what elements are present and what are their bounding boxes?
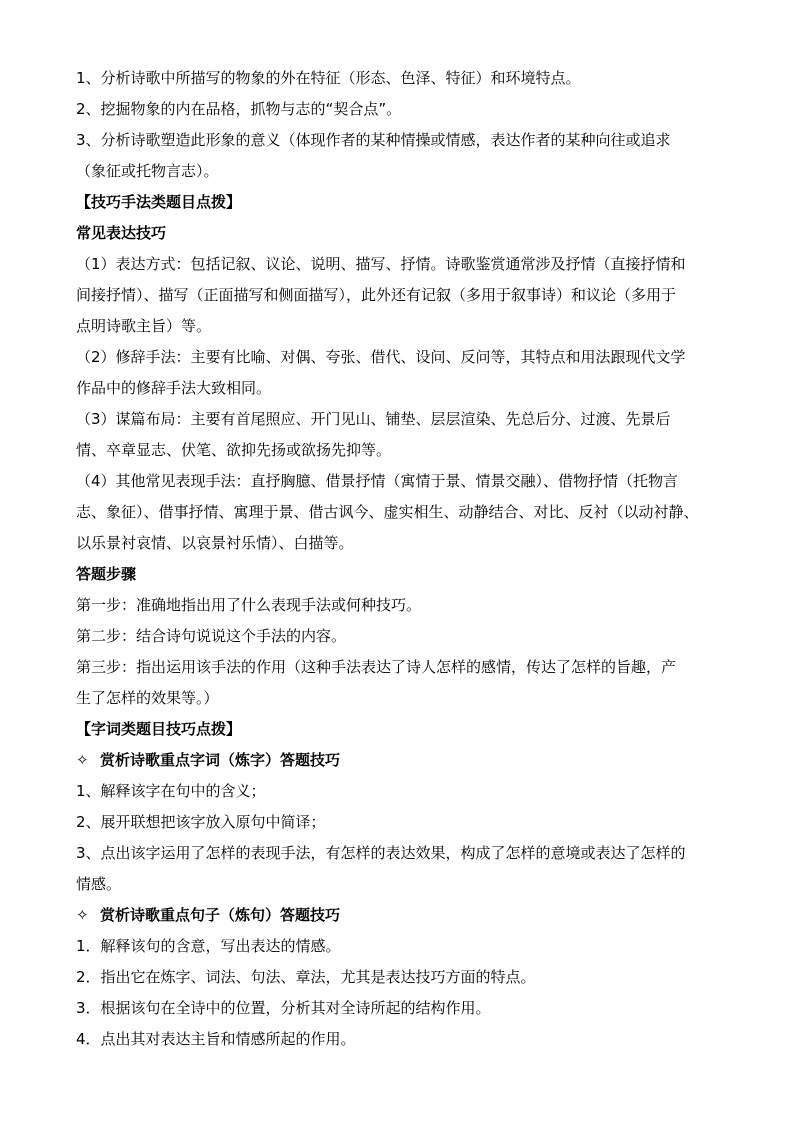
line-text: 2．指出它在炼字、词法、句法、章法，尤其是表达技巧方面的特点。 (76, 968, 536, 986)
text-line (76, 249, 720, 280)
text-line (76, 94, 720, 125)
line-text: 第二步：结合诗句说说这个手法的内容。 (76, 627, 347, 645)
subsection-heading (76, 218, 720, 249)
subsection-heading (76, 559, 720, 590)
line-text: 3、点出该字运用了怎样的表现手法，有怎样的表达效果，构成了怎样的意境或表达了怎样的 (76, 844, 686, 862)
text-line (76, 683, 720, 714)
line-text: 2、挖掘物象的内在品格，抓物与志的“契合点”。 (76, 100, 402, 118)
text-line (76, 807, 720, 838)
text-line (76, 621, 720, 652)
heading-text: 赏析诗歌重点句子（炼句）答题技巧 (100, 906, 341, 924)
text-line (76, 311, 720, 342)
line-text: （1）表达方式：包括记叙、议论、说明、描写、抒情。诗歌鉴赏通常涉及抒情（直接抒情和 (76, 255, 686, 273)
line-text: 第一步：准确地指出用了什么表现手法或何种技巧。 (76, 596, 422, 614)
text-line (76, 373, 720, 404)
text-line (76, 466, 720, 497)
line-text: 1．解释该句的含意，写出表达的情感。 (76, 937, 341, 955)
heading-text: 【技巧手法类题目点拨】 (76, 193, 242, 211)
heading-text: 常见表达技巧 (76, 224, 167, 242)
bullet-heading (76, 900, 720, 931)
section-heading (76, 187, 720, 218)
heading-text: 答题步骤 (76, 565, 137, 583)
line-text: 2、展开联想把该字放入原句中简译； (76, 813, 326, 831)
line-text: 第三步：指出运用该手法的作用（这种手法表达了诗人怎样的感情，传达了怎样的旨趣，产 (76, 658, 677, 676)
line-text: 4．点出其对表达主旨和情感所起的作用。 (76, 1030, 356, 1048)
line-text: 情感。 (76, 875, 122, 893)
text-line (76, 590, 720, 621)
line-text: （象征或托物言志）。 (76, 162, 219, 180)
text-line (76, 125, 720, 156)
section-heading (76, 714, 720, 745)
line-text: （3）谋篇布局：主要有首尾照应、开门见山、铺垫、层层渲染、先总后分、过渡、先景后 (76, 410, 671, 428)
text-line (76, 404, 720, 435)
line-text: 间接抒情）、描写（正面描写和侧面描写），此外还有记叙（多用于叙事诗）和议论（多用于 (76, 286, 677, 304)
heading-text: 赏析诗歌重点字词（炼字）答题技巧 (100, 751, 341, 769)
text-line (76, 993, 720, 1024)
text-line (76, 869, 720, 900)
line-text: 1、解释该字在句中的含义； (76, 782, 266, 800)
line-text: 作品中的修辞手法大致相同。 (76, 379, 272, 397)
text-line (76, 280, 720, 311)
line-text: （4）其他常见表现手法：直抒胸臆、借景抒情（寓情于景、情景交融）、借物抒情（托物言 (76, 472, 679, 490)
text-line (76, 776, 720, 807)
diamond-bullet-icon: ✧ (76, 906, 89, 924)
text-line (76, 342, 720, 373)
line-text: （2）修辞手法：主要有比喻、对偶、夸张、借代、设问、反问等，其特点和用法跟现代文学 (76, 348, 686, 366)
text-line (76, 962, 720, 993)
text-line (76, 652, 720, 683)
text-line (76, 156, 720, 187)
text-line (76, 1024, 720, 1055)
line-text: 生了怎样的效果等。） (76, 689, 219, 707)
text-line (76, 931, 720, 962)
line-text: 情、卒章显志、伏笔、欲抑先扬或欲扬先抑等。 (76, 441, 392, 459)
line-text: 3、分析诗歌塑造此形象的意义（体现作者的某种情操或情感，表达作者的某种向往或追求 (76, 131, 671, 149)
text-line (76, 838, 720, 869)
line-text: 以乐景衬哀情、以哀景衬乐情）、白描等。 (76, 534, 354, 552)
line-text: 点明诗歌主旨）等。 (76, 317, 212, 335)
diamond-bullet-icon: ✧ (76, 751, 89, 769)
bullet-heading (76, 745, 720, 776)
text-line (76, 497, 720, 528)
text-line (76, 435, 720, 466)
text-line (76, 528, 720, 559)
document-page (76, 63, 720, 1055)
line-text: 志、象征）、借事抒情、寓理于景、借古讽今、虚实相生、动静结合、对比、反衬（以动衬静、 (76, 503, 699, 521)
line-text: 1、分析诗歌中所描写的物象的外在特征（形态、色泽、特征）和环境特点。 (76, 69, 581, 87)
heading-text: 【字词类题目技巧点拨】 (76, 720, 242, 738)
line-text: 3．根据该句在全诗中的位置，分析其对全诗所起的结构作用。 (76, 999, 491, 1017)
text-line (76, 63, 720, 94)
